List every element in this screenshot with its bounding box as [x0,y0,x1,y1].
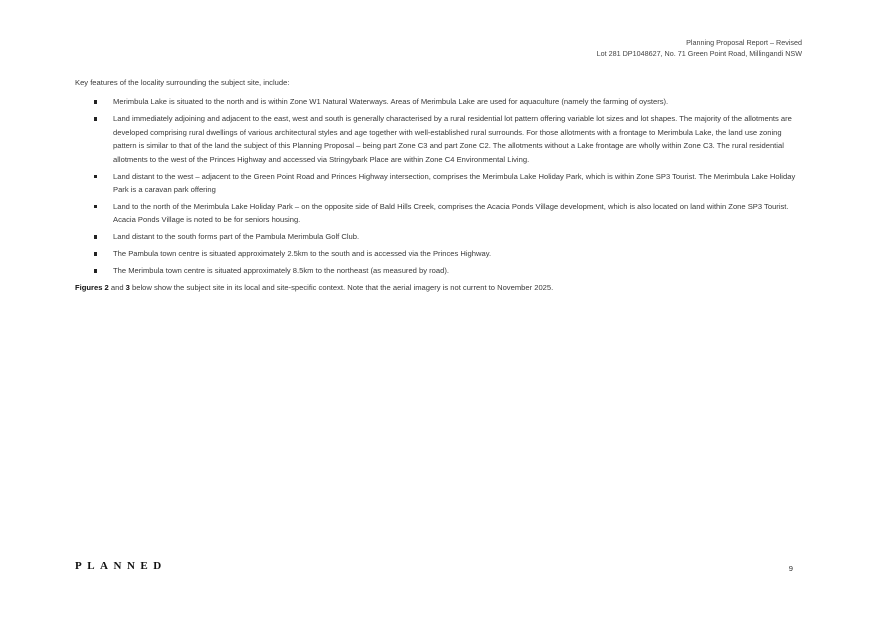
list-item [75,247,805,260]
bullet-square-icon [94,205,97,208]
list-item [75,95,805,108]
figures-note-conjunction: and [108,283,126,293]
locality-features-list [75,95,805,277]
intro-paragraph: Key features of the locality surrounding the subject site, include: [75,78,290,87]
list-item-text: The Pambula town centre is situated approximately 2.5km to the south and is accessed via the Princes Highway. [113,249,492,259]
list-item-text: Land immediately adjoining and adjacent to the east, west and south is generally characterised by a rural residential lot pattern offering variable lot sizes and lot shapes. The majority of the allotments are developed comprising rural dwellings of various architectural styles and age together with well-established rural surrounds. For those allotments with a frontage to Merimbula Lake, the land use zoning pattern is similar to that of the land the subject of this Planning Proposal – being part Zone C3 and part Zone C2. The allotments without a Lake frontage are wholly within Zone C3. The rural residential allotments to the west of the Princes Highway and accessed via Stringybark Place are within Zone C4 Environmental Living. [113,114,792,164]
figure-2-reference: Figures 2 [75,283,109,293]
list-item [75,230,805,243]
list-item-text: Land distant to the south forms part of the Pambula Merimbula Golf Club. [113,232,360,242]
figure-3-reference: 3 [125,283,130,293]
list-item-text: Merimbula Lake is situated to the north and is within Zone W1 Natural Waterways. Areas of Merimbula Lake are used for aquaculture (namely the farming of oysters). [113,97,669,107]
list-item [75,200,805,227]
list-item [75,264,805,277]
header-site-address: Lot 281 DP1048627, No. 71 Green Point Road, Millingandi NSW [596,48,802,58]
list-item-text: Land distant to the west – adjacent to the Green Point Road and Princes Highway intersection, comprises the Merimbula Lake Holiday Park, which is within Zone SP3 Tourist. The Merimbula Lake Holiday Park is a caravan park offering [113,171,796,195]
bullet-square-icon [94,269,97,272]
bullet-square-icon [94,100,97,103]
list-item [75,170,805,197]
header-report-title: Planning Proposal Report – Revised [686,38,802,47]
planned-logo: PLANNED [75,560,167,572]
list-item-text: The Merimbula town centre is situated approximately 8.5km to the northeast (as measured by road). [113,266,449,276]
figures-note-paragraph [75,281,805,294]
list-item-text: Land to the north of the Merimbula Lake Holiday Park – on the opposite side of Bald Hills Creek, comprises the Acacia Ponds Village development, which is also located on land within Zone SP3 Tourist. Acacia Ponds Village is noted to be for seniors housing. [113,202,789,225]
figures-note-text: below show the subject site in its local and site-specific context. Note that the aerial imagery is not current to November 2025. [129,283,554,293]
page-number: 9 [788,564,793,573]
bullet-square-icon [94,235,97,238]
page-header [597,38,802,59]
bullet-square-icon [94,175,97,178]
bullet-square-icon [94,252,97,255]
list-item [75,112,805,166]
body-content [75,76,805,295]
bullet-square-icon [94,117,97,120]
